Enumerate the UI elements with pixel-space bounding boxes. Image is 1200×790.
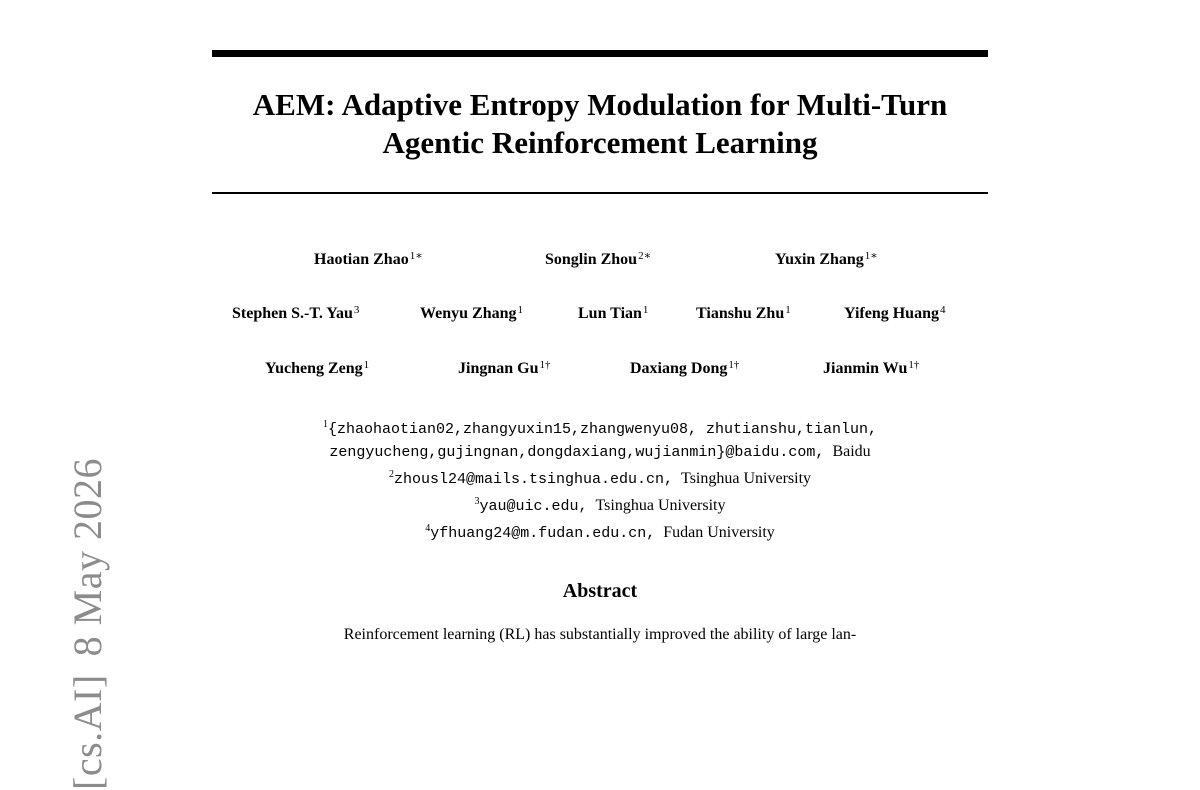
author-name: Songlin Zhou$^{2∗}$ xyxy=(545,250,652,268)
author-name: Yuxin Zhang$^{1∗}$ xyxy=(775,250,878,268)
affiliation-institution: Baidu xyxy=(832,443,871,460)
affiliation-institution: Fudan University xyxy=(663,524,775,541)
affiliation-email: yau@uic.edu, xyxy=(479,498,588,515)
affiliations xyxy=(212,414,988,545)
abstract-text: Reinforcement learning (RL) has substantially improved the ability of large lan- xyxy=(343,626,857,643)
paper-title xyxy=(212,86,988,162)
author-name: Stephen S.-T. Yau$^3$ xyxy=(232,304,360,322)
affiliation-1-line-1: $^1${zhaohaotian02,zhangyuxin15,zhangwenyu08, zhutianshu,tianlun, xyxy=(322,419,878,438)
affiliation-institution: Tsinghua University xyxy=(595,497,726,514)
author-name: Tianshu Zhu$^1$ xyxy=(696,304,791,322)
affiliation-email: zengyucheng,gujingnan,dongdaxiang,wujianmin}@baidu.com, xyxy=(329,444,825,461)
author-row-1 xyxy=(212,249,988,273)
title-top-rule xyxy=(212,50,988,57)
author-name: Haotian Zhao$^{1∗}$ xyxy=(314,250,423,268)
author-row-3 xyxy=(212,359,988,383)
affiliation-1-line-2 xyxy=(212,441,988,464)
abstract-heading: Abstract xyxy=(562,580,638,602)
author-name: Jingnan $Gu^{1\dagger}$ xyxy=(458,359,551,377)
author-name: Yucheng Zeng$^1$ xyxy=(265,359,370,377)
paper-title-line-2: Agentic Reinforcement Learning xyxy=(382,125,818,160)
arxiv-date: 8 May 2026 xyxy=(65,458,110,657)
arxiv-category: [cs.AI] xyxy=(65,674,110,790)
paper-title-line-1: AEM: Adaptive Entropy Modulation for Multi-Turn xyxy=(252,87,948,122)
title-bottom-rule xyxy=(212,192,988,194)
affiliation-institution: Tsinghua University xyxy=(681,470,812,487)
author-name: Jianmin $Wu^{1\dagger}$ xyxy=(823,359,920,377)
affiliation-4: $^4$yfhuang24@m.fudan.edu.cn, Fudan University xyxy=(425,523,775,542)
affiliation-2: $^2$zhousl24@mails.tsinghua.edu.cn, Tsinghua University xyxy=(388,469,812,488)
author-name: Lun Tian$^1$ xyxy=(578,304,649,322)
arxiv-side-stamp xyxy=(64,458,111,790)
affiliation-3: $^3$yau@uic.edu, Tsinghua University xyxy=(474,496,726,515)
author-row-2 xyxy=(212,304,988,328)
affiliation-email: zhousl24@mails.tsinghua.edu.cn, xyxy=(393,471,674,488)
affiliation-email: yfhuang24@m.fudan.edu.cn, xyxy=(430,525,656,542)
author-name: Wenyu Zhang$^1$ xyxy=(420,304,523,322)
author-name: Yifeng Huang$^4$ xyxy=(844,304,946,322)
author-name: Daxiang Dong$^{1\dagger}$ xyxy=(630,359,740,377)
affiliation-email: {zhaohaotian02,zhangyuxin15,zhangwenyu08, zhutianshu,tianlun, xyxy=(327,421,878,438)
